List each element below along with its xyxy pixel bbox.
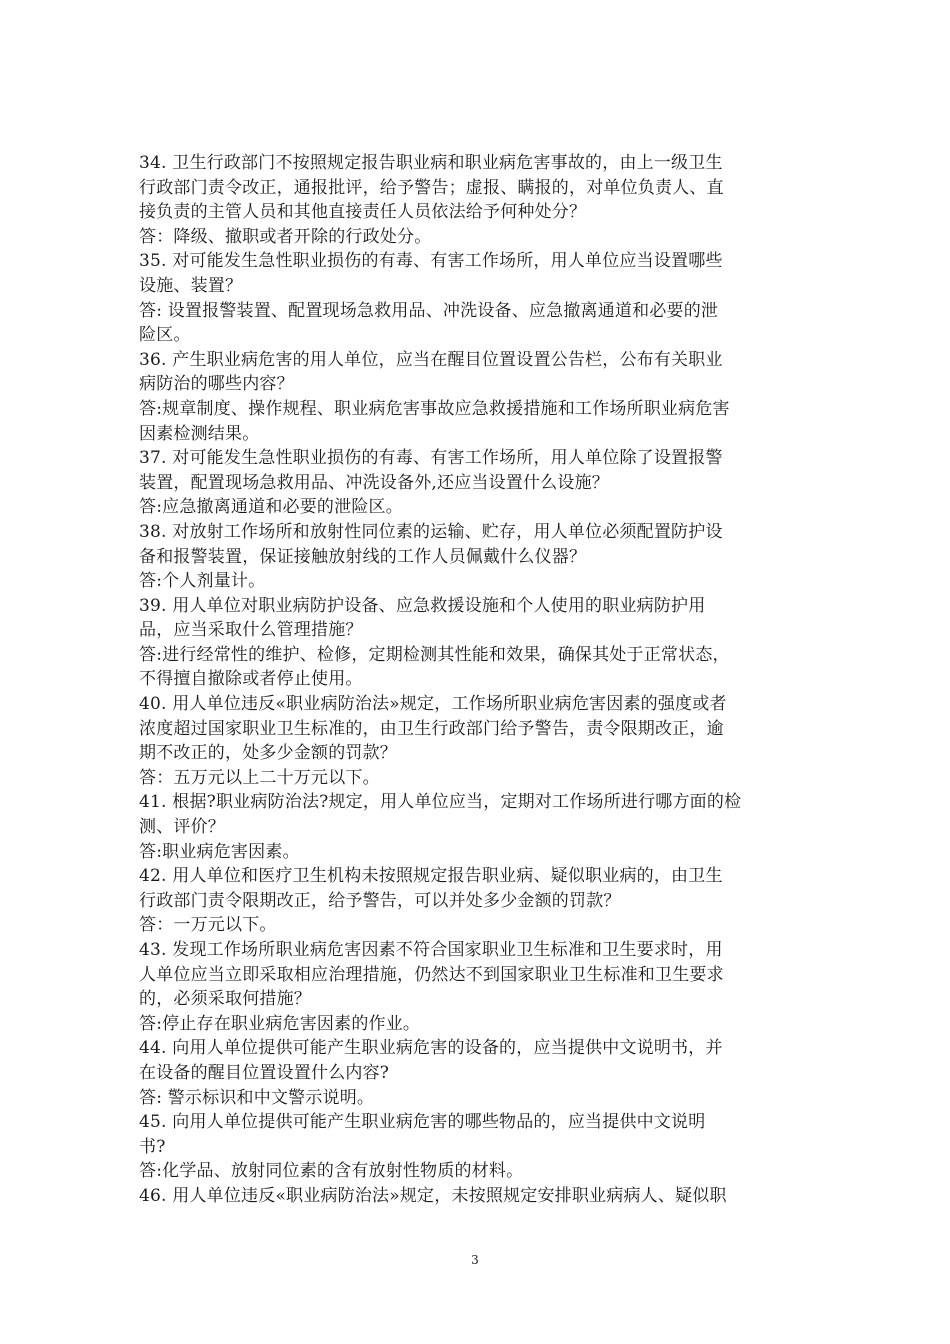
- answer-line: 答:个人剂量计。: [139, 571, 266, 592]
- text-line: 测、评价？: [139, 817, 225, 838]
- text-line: 行政部门责令限期改正，给予警告，可以并处多少金额的罚款？: [139, 890, 621, 911]
- page-number: 3: [471, 1253, 479, 1267]
- text-line: 病防治的哪些内容？: [139, 374, 294, 395]
- text-line: 46. 用人单位违反«职业病防治法»规定，未按照规定安排职业病病人、疑似职: [139, 1185, 727, 1206]
- answer-line: 答：五万元以上二十万元以下。: [139, 767, 380, 788]
- answer-line: 答:进行经常性的维护、检修，定期检测其性能和效果，确保其处于正常状态，: [139, 644, 730, 665]
- text-line: 41. 根据?职业病防治法?规定，用人单位应当，定期对工作场所进行哪方面的检: [139, 792, 742, 813]
- text-line: 品，应当采取什么管理措施？: [139, 620, 363, 641]
- answer-line: 答: 警示标识和中文警示说明。: [139, 1087, 375, 1108]
- text-line: 的，必须采取何措施？: [139, 989, 311, 1010]
- text-line: 期不改正的，处多少金额的罚款？: [139, 743, 397, 764]
- text-line: 装置，配置现场急救用品、冲洗设备外,还应当设置什么设施？: [139, 472, 610, 493]
- answer-line: 险区。: [139, 325, 191, 346]
- text-line: 书?: [139, 1136, 166, 1157]
- answer-line: 答: 设置报警装置、配置现场急救用品、冲洗设备、应急撤离通道和必要的泄: [139, 300, 719, 321]
- text-line: 45. 向用人单位提供可能产生职业病危害的哪些物品的，应当提供中文说明: [139, 1112, 706, 1133]
- answer-line: 答:职业病危害因素。: [139, 841, 300, 862]
- text-line: 36. 产生职业病危害的用人单位，应当在醒目位置设置公告栏，公布有关职业: [139, 349, 723, 370]
- text-line: 38. 对放射工作场所和放射性同位素的运输、贮存，用人单位必须配置防护设: [139, 521, 723, 542]
- answer-line: 答:规章制度、操作规程、职业病危害事故应急救援措施和工作场所职业病危害: [139, 398, 730, 419]
- text-line: 34. 卫生行政部门不按照规定报告职业病和职业病危害事故的，由上一级卫生: [139, 153, 723, 173]
- text-line: 42. 用人单位和医疗卫生机构未按照规定报告职业病、疑似职业病的，由卫生: [139, 866, 723, 887]
- answer-line: 因素检测结果。: [139, 423, 260, 444]
- text-line: 浓度超过国家职业卫生标准的，由卫生行政部门给予警告，责令限期改正，逾: [139, 718, 724, 739]
- text-line: 备和报警装置，保证接触放射线的工作人员佩戴什么仪器？: [139, 546, 587, 567]
- answer-line: 答:应急撤离通道和必要的泄险区。: [139, 497, 403, 518]
- document-body: [139, 151, 811, 1209]
- answer-line: 答:停止存在职业病危害因素的作业。: [139, 1013, 421, 1034]
- text-line: 44. 向用人单位提供可能产生职业病危害的设备的，应当提供中文说明书，并: [139, 1038, 723, 1059]
- text-line: 接负责的主管人员和其他直接责任人员依法给予何种处分？: [139, 202, 587, 223]
- answer-line: 答：一万元以下。: [139, 915, 277, 936]
- text-line: 37. 对可能发生急性职业损伤的有毒、有害工作场所，用人单位除了设置报警: [139, 448, 723, 469]
- text-line: 人单位应当立即采取相应治理措施，仍然达不到国家职业卫生标准和卫生要求: [139, 964, 724, 985]
- text-line: 在设备的醒目位置设置什么内容?: [139, 1062, 390, 1083]
- answer-line: 答：降级、撤职或者开除的行政处分。: [139, 226, 432, 247]
- text-line: 40. 用人单位违反«职业病防治法»规定，工作场所职业病危害因素的强度或者: [139, 694, 727, 715]
- text-line: 43. 发现工作场所职业病危害因素不符合国家职业卫生标准和卫生要求时，用: [139, 940, 723, 960]
- text-line: 39. 用人单位对职业病防护设备、应急救援设施和个人使用的职业病防护用: [139, 595, 706, 616]
- text-line: 行政部门责令改正，通报批评，给予警告；虚报、瞒报的，对单位负责人、直: [139, 177, 724, 198]
- text-line: 设施、装置？: [139, 275, 243, 296]
- text-line: 35. 对可能发生急性职业损伤的有毒、有害工作场所，用人单位应当设置哪些: [139, 251, 723, 272]
- answer-line: 不得擅自撤除或者停止使用。: [139, 669, 363, 690]
- answer-line: 答:化学品、放射同位素的含有放射性物质的材料。: [139, 1161, 524, 1182]
